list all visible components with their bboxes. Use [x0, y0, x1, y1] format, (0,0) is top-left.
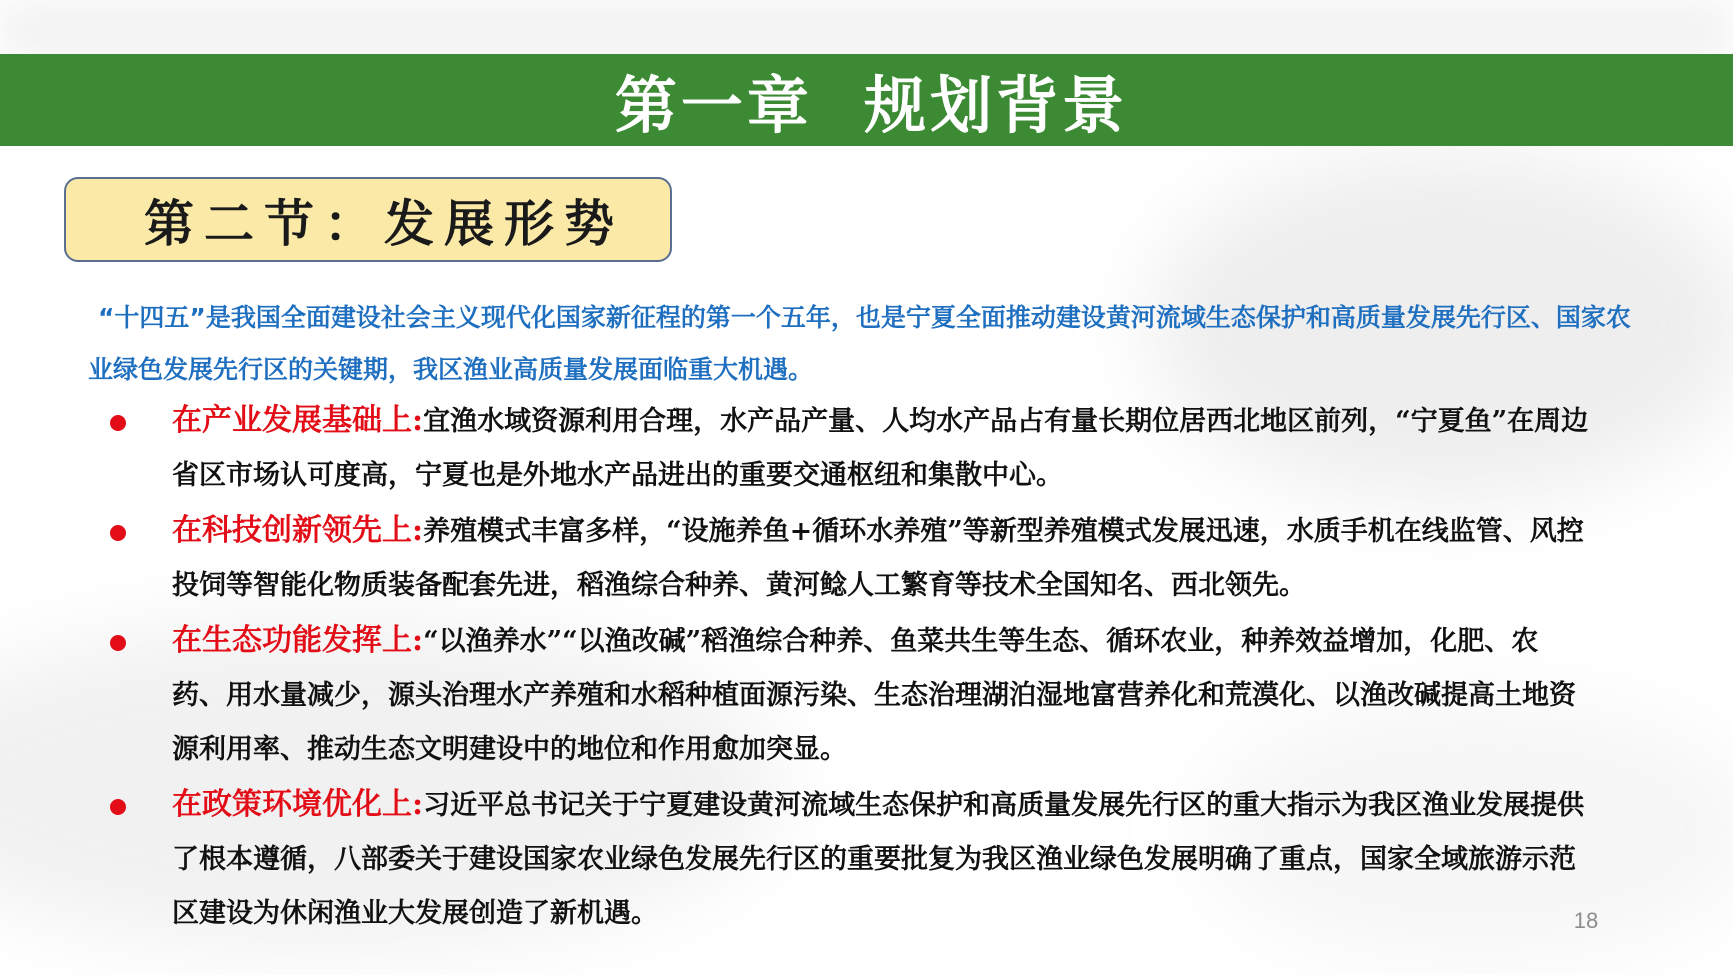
bullet-body: 养殖模式丰富多样，“设施养鱼+循环水养殖”等新型养殖模式发展迅速，水质手机在线监管、风控投饲等智能化物质装备配套先进，稻渔综合种养、黄河鲶人工繁育等技术全国知名、西北领先。 [172, 516, 1584, 601]
section-title-box [64, 177, 672, 262]
chapter-title: 第一章 规划背景 [614, 68, 1129, 142]
bullet-dot-icon [110, 635, 126, 651]
bullet-body: 宜渔水域资源利用合理，水产品产量、人均水产品占有量长期位居西北地区前列，“宁夏鱼”在周边省区市场认可度高，宁夏也是外地水产品进出的重要交通枢纽和集散中心。 [172, 406, 1589, 491]
bullet-lead: 在产业发展基础上: [172, 403, 424, 438]
bullet-text [172, 778, 1592, 941]
bullet-lead: 在科技创新领先上: [172, 513, 424, 548]
section-title: 第二节：发展形势 [144, 193, 624, 253]
bullet-lead: 在生态功能发挥上: [172, 623, 424, 658]
bullet-lead: 在政策环境优化上: [172, 787, 424, 822]
page-number: 18 [1573, 908, 1599, 933]
bullet-text [172, 614, 1592, 777]
bullet-dot-icon [110, 799, 126, 815]
bullet-body: “以渔养水”“以渔改碱”稻渔综合种养、鱼菜共生等生态、循环农业，种养效益增加，化肥、农药、用水量减少，源头治理水产养殖和水稻种植面源污染、生态治理湖泊湿地富营养化和荒漠化、以渔改碱提高土地资源利用率、推动生态文明建设中的地位和作用愈加突显。 [172, 626, 1576, 765]
bullet-body: 习近平总书记关于宁夏建设黄河流域生态保护和高质量发展先行区的重大指示为我区渔业发展提供了根本遵循，八部委关于建设国家农业绿色发展先行区的重要批复为我区渔业绿色发展明确了重点，国家全域旅游示范区建设为休闲渔业大发展创造了新机遇。 [172, 790, 1585, 929]
background-wash [0, 0, 1733, 60]
intro-paragraph: “十四五”是我国全面建设社会主义现代化国家新征程的第一个五年，也是宁夏全面推动建设黄河流域生态保护和高质量发展先行区、国家农业绿色发展先行区的关键期，我区渔业高质量发展面临重大机遇。 [88, 303, 1631, 384]
bullet-dot-icon [110, 525, 126, 541]
bullet-text [172, 504, 1592, 613]
bullet-dot-icon [110, 415, 126, 431]
chapter-title-bar [0, 54, 1733, 146]
bullet-text [172, 394, 1592, 503]
